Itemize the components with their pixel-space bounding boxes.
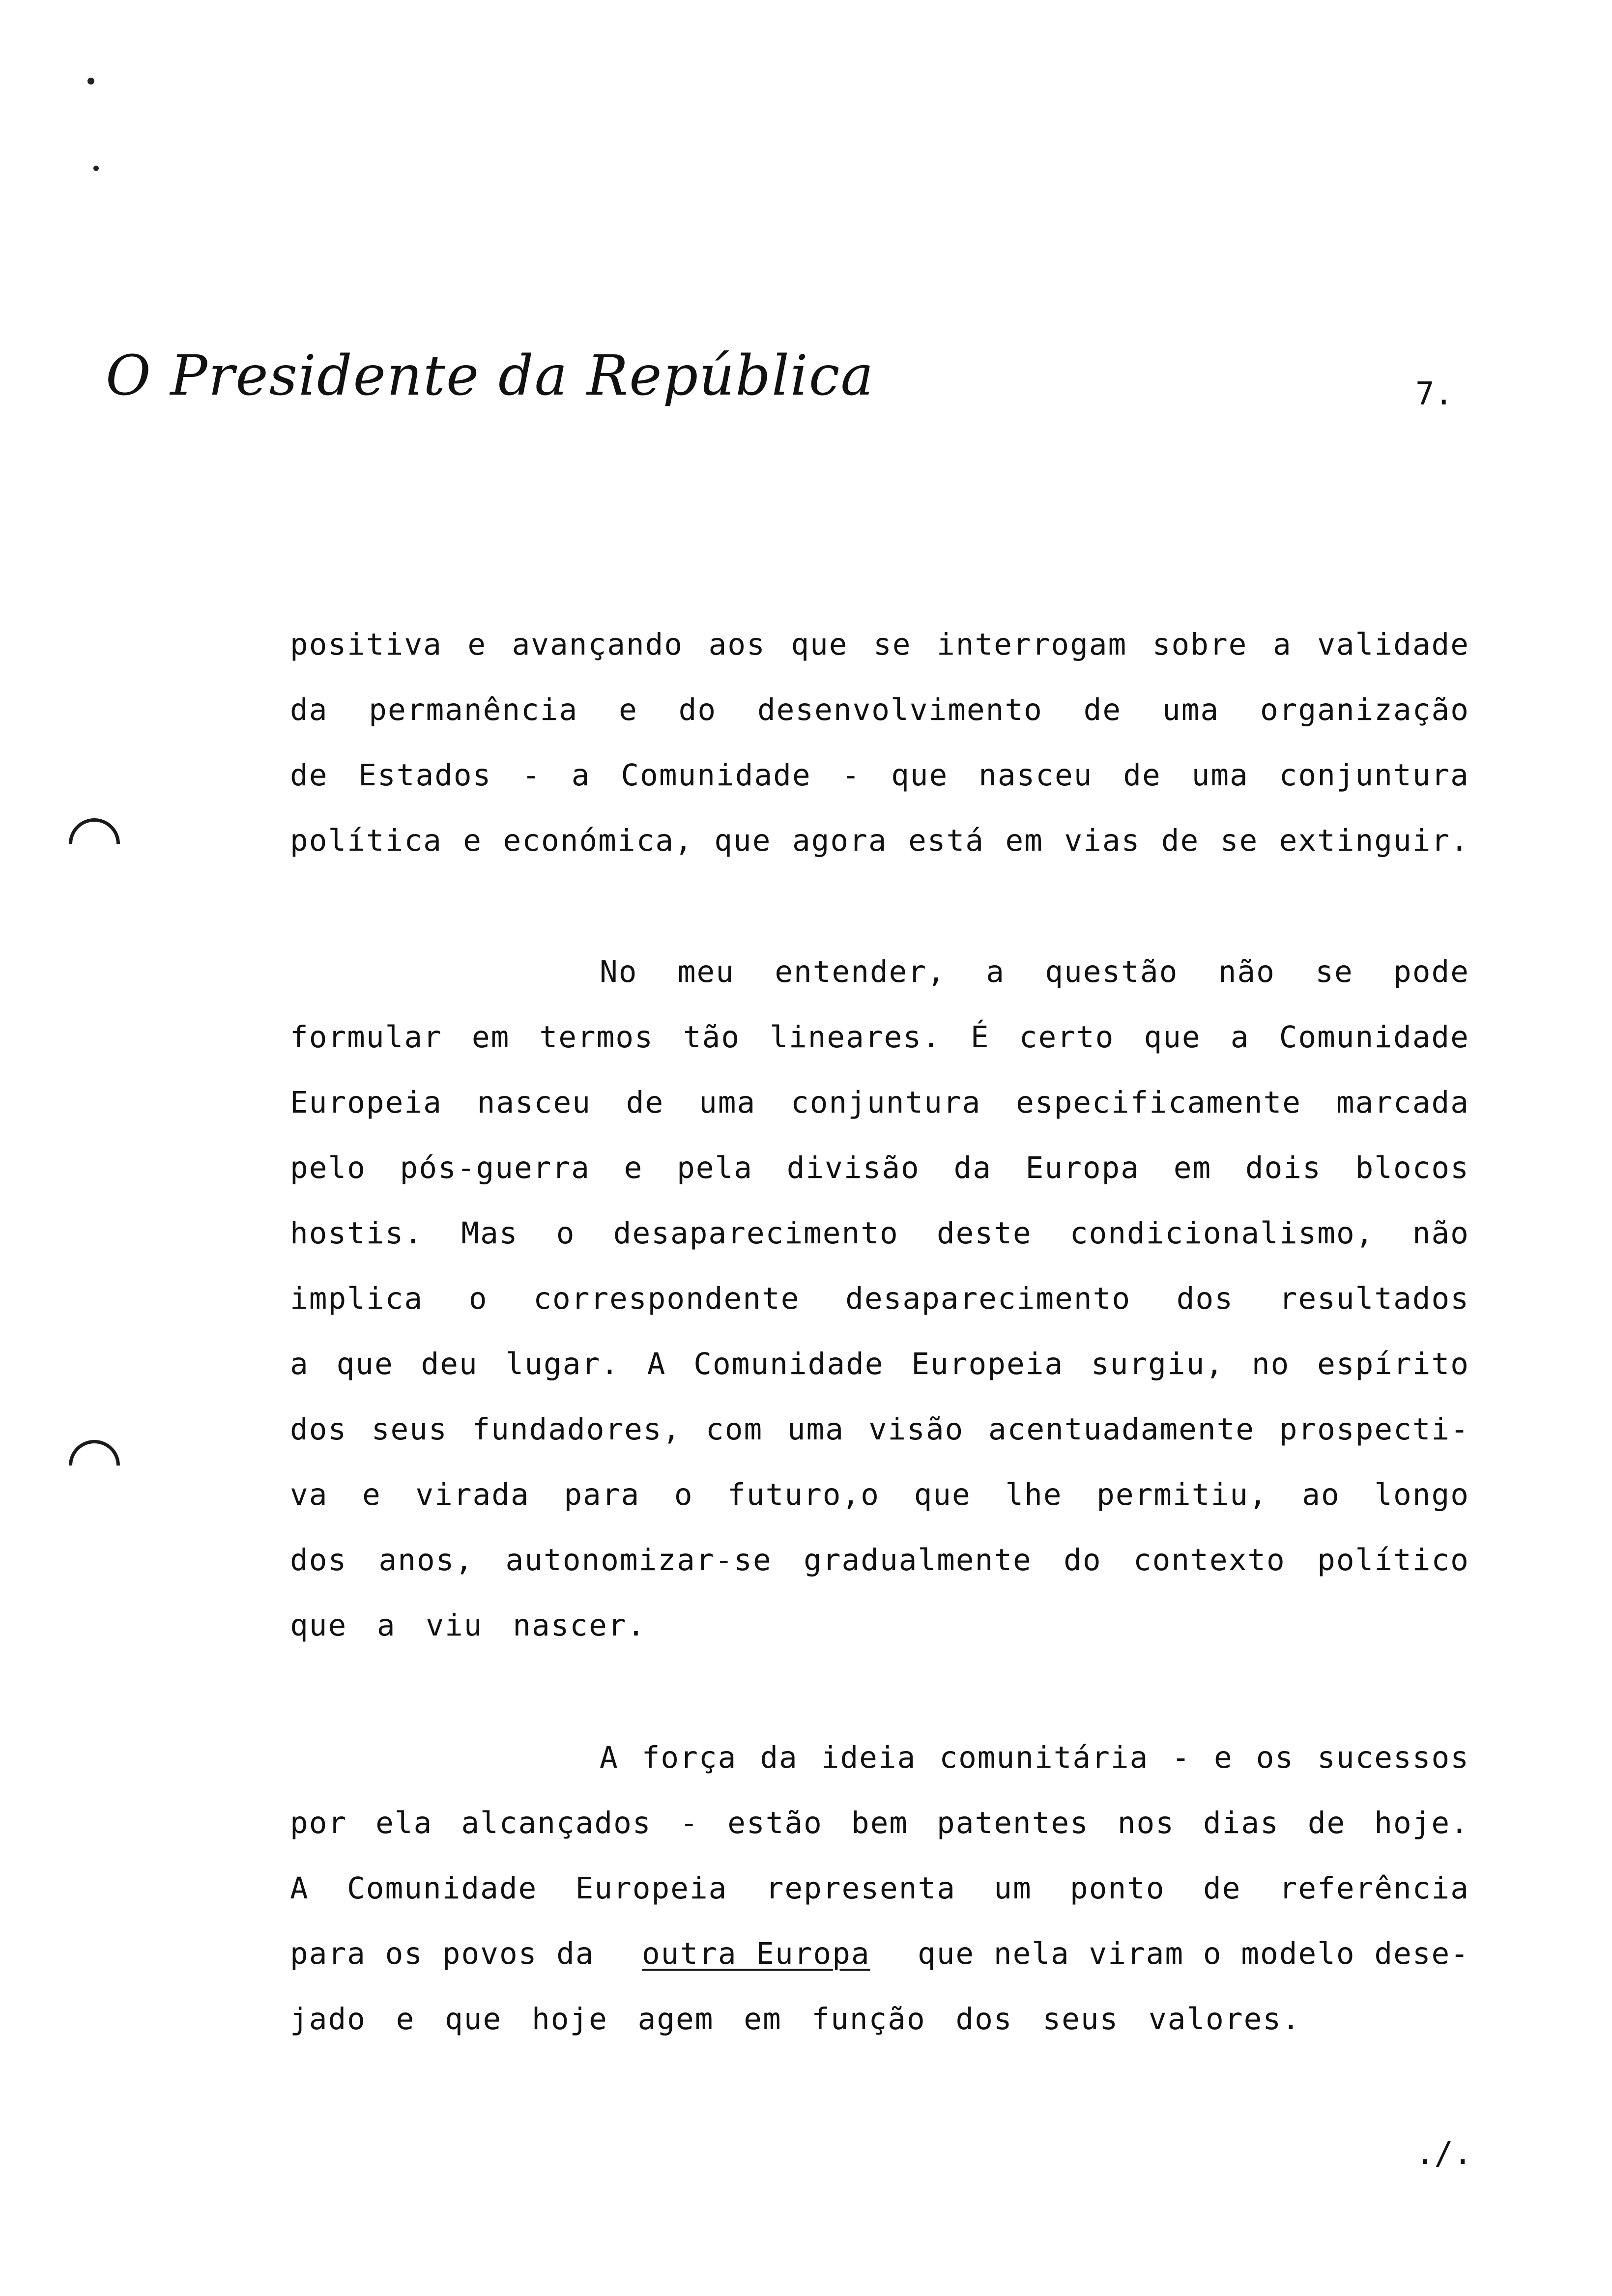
text-line: A Comunidade Europeia representa um ponto de referência bbox=[290, 1871, 1469, 1906]
text-line: que a viu nascer. bbox=[290, 1608, 646, 1643]
text-line: formular em termos tão lineares. É certo que a Comunidade bbox=[290, 1020, 1469, 1055]
text-line: dos anos, autonomizar-se gradualmente do contexto político bbox=[290, 1543, 1469, 1578]
text-line-with-underline bbox=[290, 1934, 1469, 1974]
text-line: implica o correspondente desaparecimento dos resultados bbox=[290, 1281, 1469, 1316]
punch-hole-mark bbox=[58, 1429, 130, 1501]
text-line: pelo pós-guerra e pela divisão da Europa em dois blocos bbox=[290, 1150, 1469, 1185]
text-line: Europeia nasceu de uma conjuntura especificamente marcada bbox=[290, 1085, 1469, 1120]
text-line: va e virada para o futuro,o que lhe permitiu, ao longo bbox=[290, 1477, 1469, 1512]
text-line: hostis. Mas o desaparecimento deste condicionalismo, não bbox=[290, 1216, 1469, 1251]
margin-dot bbox=[87, 78, 94, 85]
page-number: 7. bbox=[1415, 376, 1454, 412]
text-line: jado e que hoje agem em função dos seus valores. bbox=[290, 2002, 1301, 2037]
underlined-phrase: outra Europa bbox=[641, 1936, 870, 1971]
text-line: por ela alcançados - estão bem patentes nos dias de hoje. bbox=[290, 1806, 1469, 1840]
punch-hole-mark bbox=[58, 807, 130, 880]
text-line: dos seus fundadores, com uma visão acentuadamente prospecti- bbox=[290, 1412, 1469, 1447]
continuation-mark: ./. bbox=[1415, 2135, 1472, 2172]
text-line: a que deu lugar. A Comunidade Europeia surgiu, no espírito bbox=[290, 1347, 1469, 1381]
text-line: política e económica, que agora está em vias de se extinguir. bbox=[290, 823, 1469, 858]
text-line: A força da ideia comunitária - e os sucessos bbox=[600, 1740, 1469, 1775]
margin-dot bbox=[93, 166, 99, 171]
letterhead-signature: O Presidente da República bbox=[106, 344, 875, 408]
text-segment: que nela viram o modelo dese- bbox=[917, 1936, 1469, 1971]
text-line: de Estados - a Comunidade - que nasceu de uma conjuntura bbox=[290, 758, 1469, 793]
text-segment: para os povos da bbox=[290, 1936, 595, 1971]
text-line: positiva e avançando aos que se interrogam sobre a validade bbox=[290, 627, 1469, 662]
text-line: da permanência e do desenvolvimento de uma organização bbox=[290, 692, 1469, 727]
text-line: No meu entender, a questão não se pode bbox=[600, 954, 1469, 989]
